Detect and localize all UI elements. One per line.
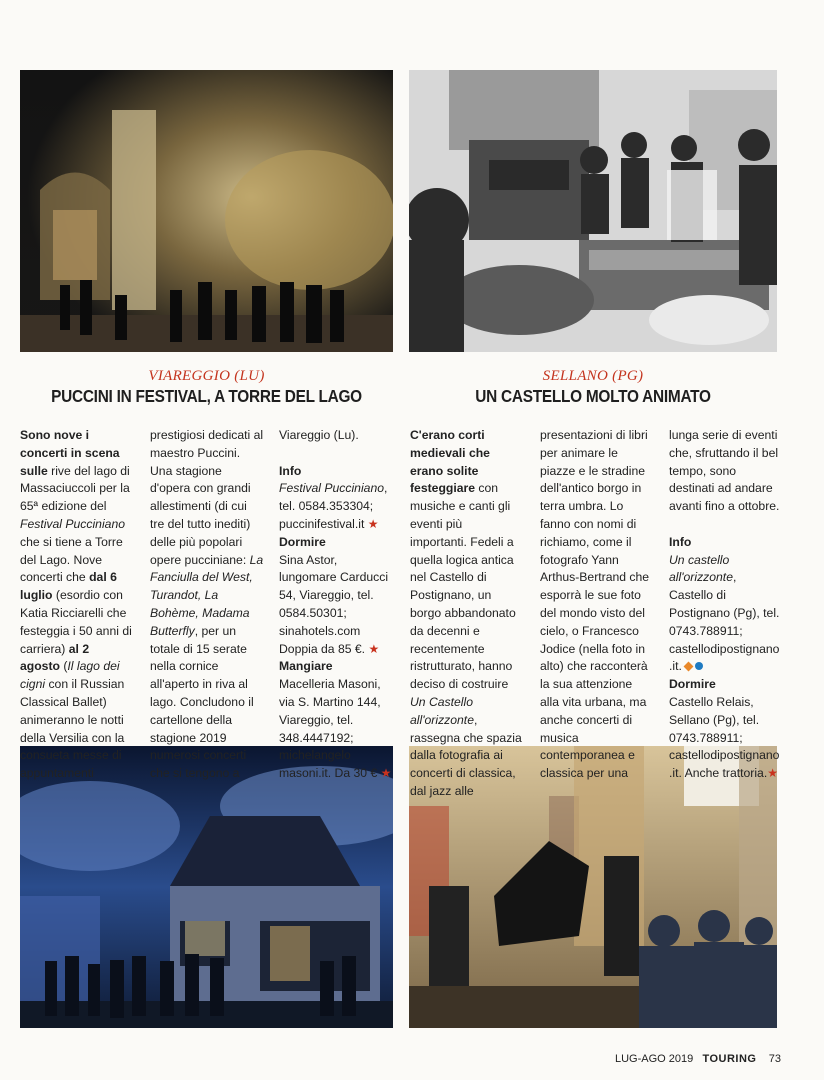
text-run: , rassegna che spazia dalla fotografia ai concerti di classica, dal jazz alle — [410, 712, 522, 798]
text-run: C'erano corti medievali che erano solite festeggiare — [410, 428, 490, 496]
star-icon: ★ — [767, 766, 779, 781]
blue-dot-icon — [695, 662, 703, 670]
article-right-column-1 — [410, 427, 522, 801]
left-mangiare-label: Mangiare — [279, 659, 333, 674]
footer — [615, 1053, 781, 1065]
text-run: Un Castello all'orizzonte — [410, 694, 474, 727]
text-run: al 2 agosto — [20, 641, 90, 674]
star-icon: ★ — [367, 516, 379, 531]
article-left-column-1 — [20, 427, 132, 783]
right-info-name: Un castello all'orizzonte — [669, 552, 733, 585]
photo-opera-night-scene — [20, 746, 393, 1028]
article-left-column-2 — [150, 427, 264, 783]
right-dormire-label: Dormire — [669, 677, 716, 692]
text-run: La Fanciulla del West, Turandot, La Bohème, Madama Butterfly — [150, 552, 264, 638]
orange-diamond-icon — [683, 662, 693, 672]
text-run: Sono nove i concerti in scena sulle — [20, 428, 120, 478]
left-dormire-label: Dormire — [279, 534, 326, 549]
footer-issue: LUG-AGO 2019 — [615, 1053, 694, 1065]
text-run: , per un totale di 15 serate nella cornice all'aperto in riva al lago. Concludono il cartellone della stagione 2019 numerosi concerti che si tengono a — [150, 623, 254, 781]
left-dormire-text: Sina Astor, lungomare Carducci 54, Viareggio, tel. 0584.50301; sinahotels.com Doppia da 85 €. — [279, 552, 389, 656]
text-run: che si tiene a Torre del Lago. Nove concerti che — [20, 534, 123, 585]
footer-brand: TOURING — [702, 1053, 757, 1065]
star-icon: ★ — [368, 641, 380, 656]
left-info-name: Festival Pucciniano — [279, 481, 384, 496]
left-info-label: Info — [279, 463, 302, 478]
left-col3-intro: Viareggio (Lu). — [279, 428, 359, 442]
text-run: rive del lago di Massaciuccoli per la 65ª edizione del — [20, 463, 130, 514]
right-col3-intro: lunga serie di eventi che, sfruttando il bel tempo, sono destinati ad andare avanti fino a ottobre. — [669, 428, 780, 514]
footer-page-number: 73 — [768, 1053, 781, 1065]
text-run: Il lago dei cigni — [20, 659, 120, 692]
headline-right: UN CASTELLO MOLTO ANIMATO — [475, 386, 711, 406]
left-info-text: , tel. 0584.353304; puccinifestival.it — [279, 481, 388, 531]
article-right-column-3 — [669, 427, 781, 783]
left-mangiare-text: Macelleria Masoni, via S. Martino 144, Viareggio, tel. 348.4447192; michelangelo masoni.it. Da 30 € — [279, 677, 381, 781]
right-info-label: Info — [669, 534, 692, 549]
text-run: Festival Pucciniano — [20, 516, 125, 531]
text-run: dal 6 luglio — [20, 570, 117, 603]
right-dormire-text: Castello Relais, Sellano (Pg), tel. 0743.788911; castellodipostignano .it. Anche trattoria. — [669, 694, 780, 781]
text-run: presentazioni di libri per animare le piazze e le stradine dell'antico borgo in terra umbra. Lo fanno con nomi di richiamo, come il fotografo Yann Arthus-Bertrand che esporrà le sue foto del mondo visto del cielo, o Francesco Jodice (nella foto in alto) che racconterà la sua attenzione alla vita urbana, ma anche concerti di musica contemporanea e classica per una — [540, 428, 650, 781]
article-right-column-2 — [540, 427, 654, 783]
text-run: (esordio con Katia Ricciarelli che festeggia i 50 anni di carriera) — [20, 588, 132, 656]
text-run: con musiche e canti gli eventi più importanti. Fedeli a quella logica antica nel Castello di Postignano, un borgo abbandonato da decenni e recentemente ristrutturato, hanno deciso di costruire — [410, 481, 516, 692]
star-icon: ★ — [380, 766, 392, 781]
text-run: prestigiosi dedicati al maestro Puccini. Una stagione d'opera con grandi allestimenti (di cui tre del tutto inediti) delle più popolari opere pucciniane: — [150, 428, 264, 567]
article-left-column-3 — [279, 427, 392, 783]
photo-castle-workshop — [409, 70, 777, 352]
photo-puccini-opera-stage — [20, 70, 393, 352]
headline-left: PUCCINI IN FESTIVAL, A TORRE DEL LAGO — [51, 386, 362, 406]
right-info-text: , Castello di Postignano (Pg), tel. 0743.788911; castellodipostignano .it. — [669, 570, 780, 674]
text-run: ( — [59, 659, 68, 674]
text-run: con il Russian Classical Ballet) animeranno le notti della Versilia con la consueta messe di appuntamenti — [20, 677, 125, 781]
kicker-right: SELLANO (PG) — [542, 368, 644, 384]
kicker-left: VIAREGGIO (LU) — [148, 368, 265, 384]
